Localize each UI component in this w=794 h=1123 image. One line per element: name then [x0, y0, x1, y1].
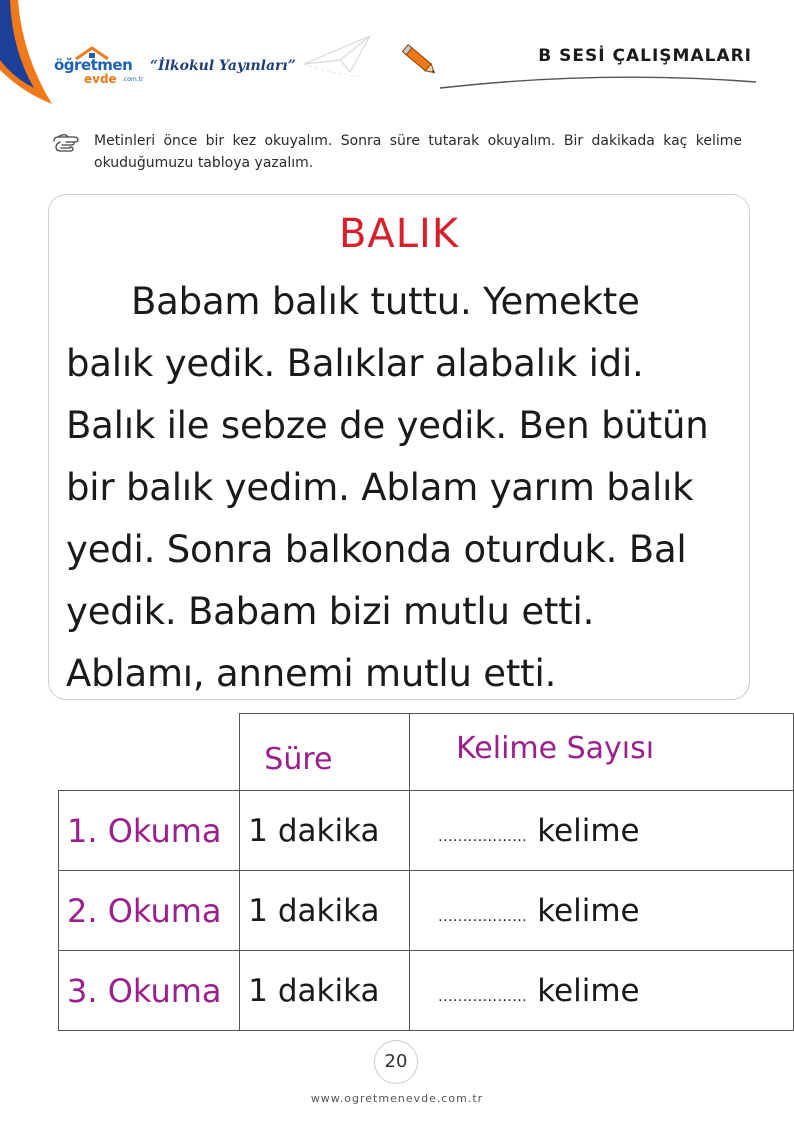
logo-wordmark-bottom: evde	[84, 72, 117, 86]
reading-label: 3. Okuma	[59, 951, 240, 1031]
paper-plane-icon	[300, 30, 390, 80]
word-unit: kelime	[537, 892, 640, 929]
pencil-icon	[400, 42, 442, 82]
word-count-blank[interactable]: ..................	[438, 828, 528, 845]
table-row	[59, 791, 794, 871]
reading-label: 2. Okuma	[59, 871, 240, 951]
brand-logo	[54, 46, 149, 90]
corner-swoosh-decoration	[0, 0, 60, 110]
story-title: BALIK	[338, 211, 460, 257]
instruction-block	[52, 130, 742, 174]
duration-header: Süre	[240, 714, 410, 791]
reading-duration: 1 dakika	[240, 951, 410, 1031]
table-header-row	[59, 714, 794, 791]
story-box	[48, 194, 750, 700]
reading-duration: 1 dakika	[240, 871, 410, 951]
word-unit: kelime	[537, 972, 640, 1009]
publisher-name: “İlkokul Yayınları”	[150, 58, 296, 74]
pointing-hand-icon	[52, 132, 84, 154]
word-unit: kelime	[537, 812, 640, 849]
reading-label: 1. Okuma	[59, 791, 240, 871]
website-url: www.ogretmenevde.com.tr	[310, 1092, 484, 1105]
table-row	[59, 871, 794, 951]
story-text: Babam balık tuttu. Yemekte balık yedik. Balıklar alabalık idi. Balık ile sebze de yedik. Ben bütün bir balık yedim. Ablam yarım balık yedi. Sonra balkonda oturduk. Bal yedik. Babam bizi mutlu etti. Ablamı, annemi mutlu etti.	[66, 280, 709, 695]
page-number: 20	[374, 1040, 418, 1084]
word-count-blank[interactable]: ..................	[438, 908, 528, 925]
empty-corner-cell	[59, 714, 240, 791]
instruction-text: Metinleri önce bir kez okuyalım. Sonra süre tutarak okuyalım. Bir dakikada kaç kelime okuduğumuzu tabloya yazalım.	[94, 133, 742, 171]
word-count-cell[interactable]	[410, 951, 794, 1031]
word-count-header: Kelime Sayısı	[410, 714, 794, 791]
logo-domain: .com.tr	[122, 76, 144, 83]
reading-time-table	[58, 713, 794, 1031]
word-count-cell[interactable]	[410, 871, 794, 951]
logo-wordmark-top: öğretmen	[54, 56, 133, 74]
table-row	[59, 951, 794, 1031]
reading-duration: 1 dakika	[240, 791, 410, 871]
word-count-cell[interactable]	[410, 791, 794, 871]
word-count-blank[interactable]: ..................	[438, 988, 528, 1005]
page-title: B SESİ ÇALIŞMALARI	[538, 46, 752, 66]
